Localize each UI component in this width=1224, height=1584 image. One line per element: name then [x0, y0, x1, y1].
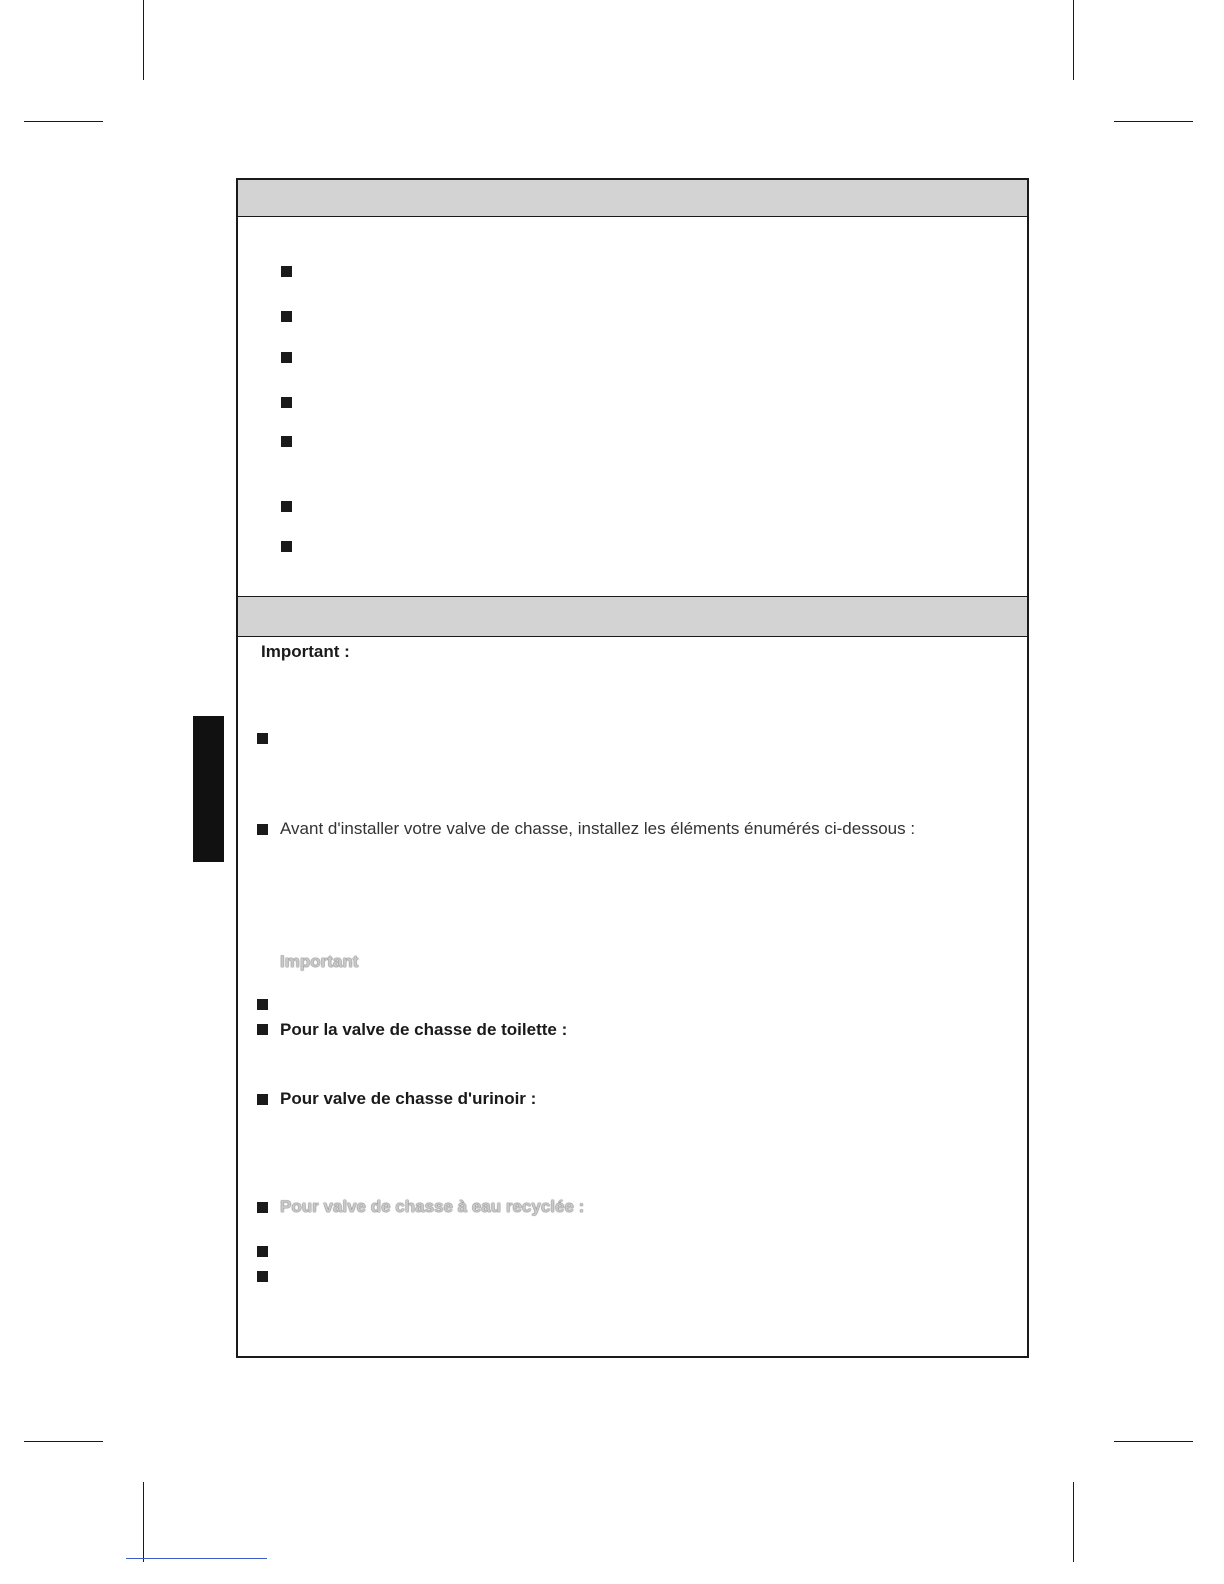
important-label: Important : — [261, 642, 350, 661]
bullet-square — [257, 733, 268, 744]
side-tab-marker — [193, 716, 224, 862]
crop-mark-top-right-horizontal — [1114, 121, 1193, 122]
crop-mark-bottom-right-horizontal — [1114, 1441, 1193, 1442]
bullet-square — [257, 1271, 268, 1282]
bullet-square — [281, 352, 292, 363]
install-instruction-text: Avant d'installer votre valve de chasse, installez les éléments énumérés ci-dessous : — [280, 819, 916, 838]
bullet-square — [257, 1246, 268, 1257]
crop-mark-top-left-vertical — [143, 0, 144, 80]
recycled-water-valve-label: Pour valve de chasse à eau recyclée : — [280, 1197, 585, 1216]
bullet-square — [257, 824, 268, 835]
bullet-square — [281, 397, 292, 408]
bullet-square — [257, 1094, 268, 1105]
important-label-faded: Important — [280, 952, 359, 971]
crop-mark-top-left-horizontal — [24, 121, 103, 122]
crop-mark-bottom-left-horizontal — [24, 1441, 103, 1442]
toilet-valve-label: Pour la valve de chasse de toilette : — [280, 1020, 568, 1039]
crop-mark-bottom-left-vertical — [143, 1482, 144, 1562]
bullet-square — [257, 1202, 268, 1213]
crop-mark-top-right-vertical — [1073, 0, 1074, 80]
section-header-band-1 — [238, 180, 1027, 217]
crop-mark-bottom-right-vertical — [1073, 1482, 1074, 1562]
section-header-band-2 — [238, 596, 1027, 637]
bullet-square — [281, 266, 292, 277]
bullet-square — [257, 999, 268, 1010]
bullet-square — [281, 311, 292, 322]
content-panel — [236, 178, 1029, 1358]
bullet-square — [257, 1024, 268, 1035]
bullet-square — [281, 541, 292, 552]
footer-underline — [126, 1558, 267, 1559]
bullet-square — [281, 436, 292, 447]
urinal-valve-label: Pour valve de chasse d'urinoir : — [280, 1089, 537, 1108]
bullet-square — [281, 501, 292, 512]
